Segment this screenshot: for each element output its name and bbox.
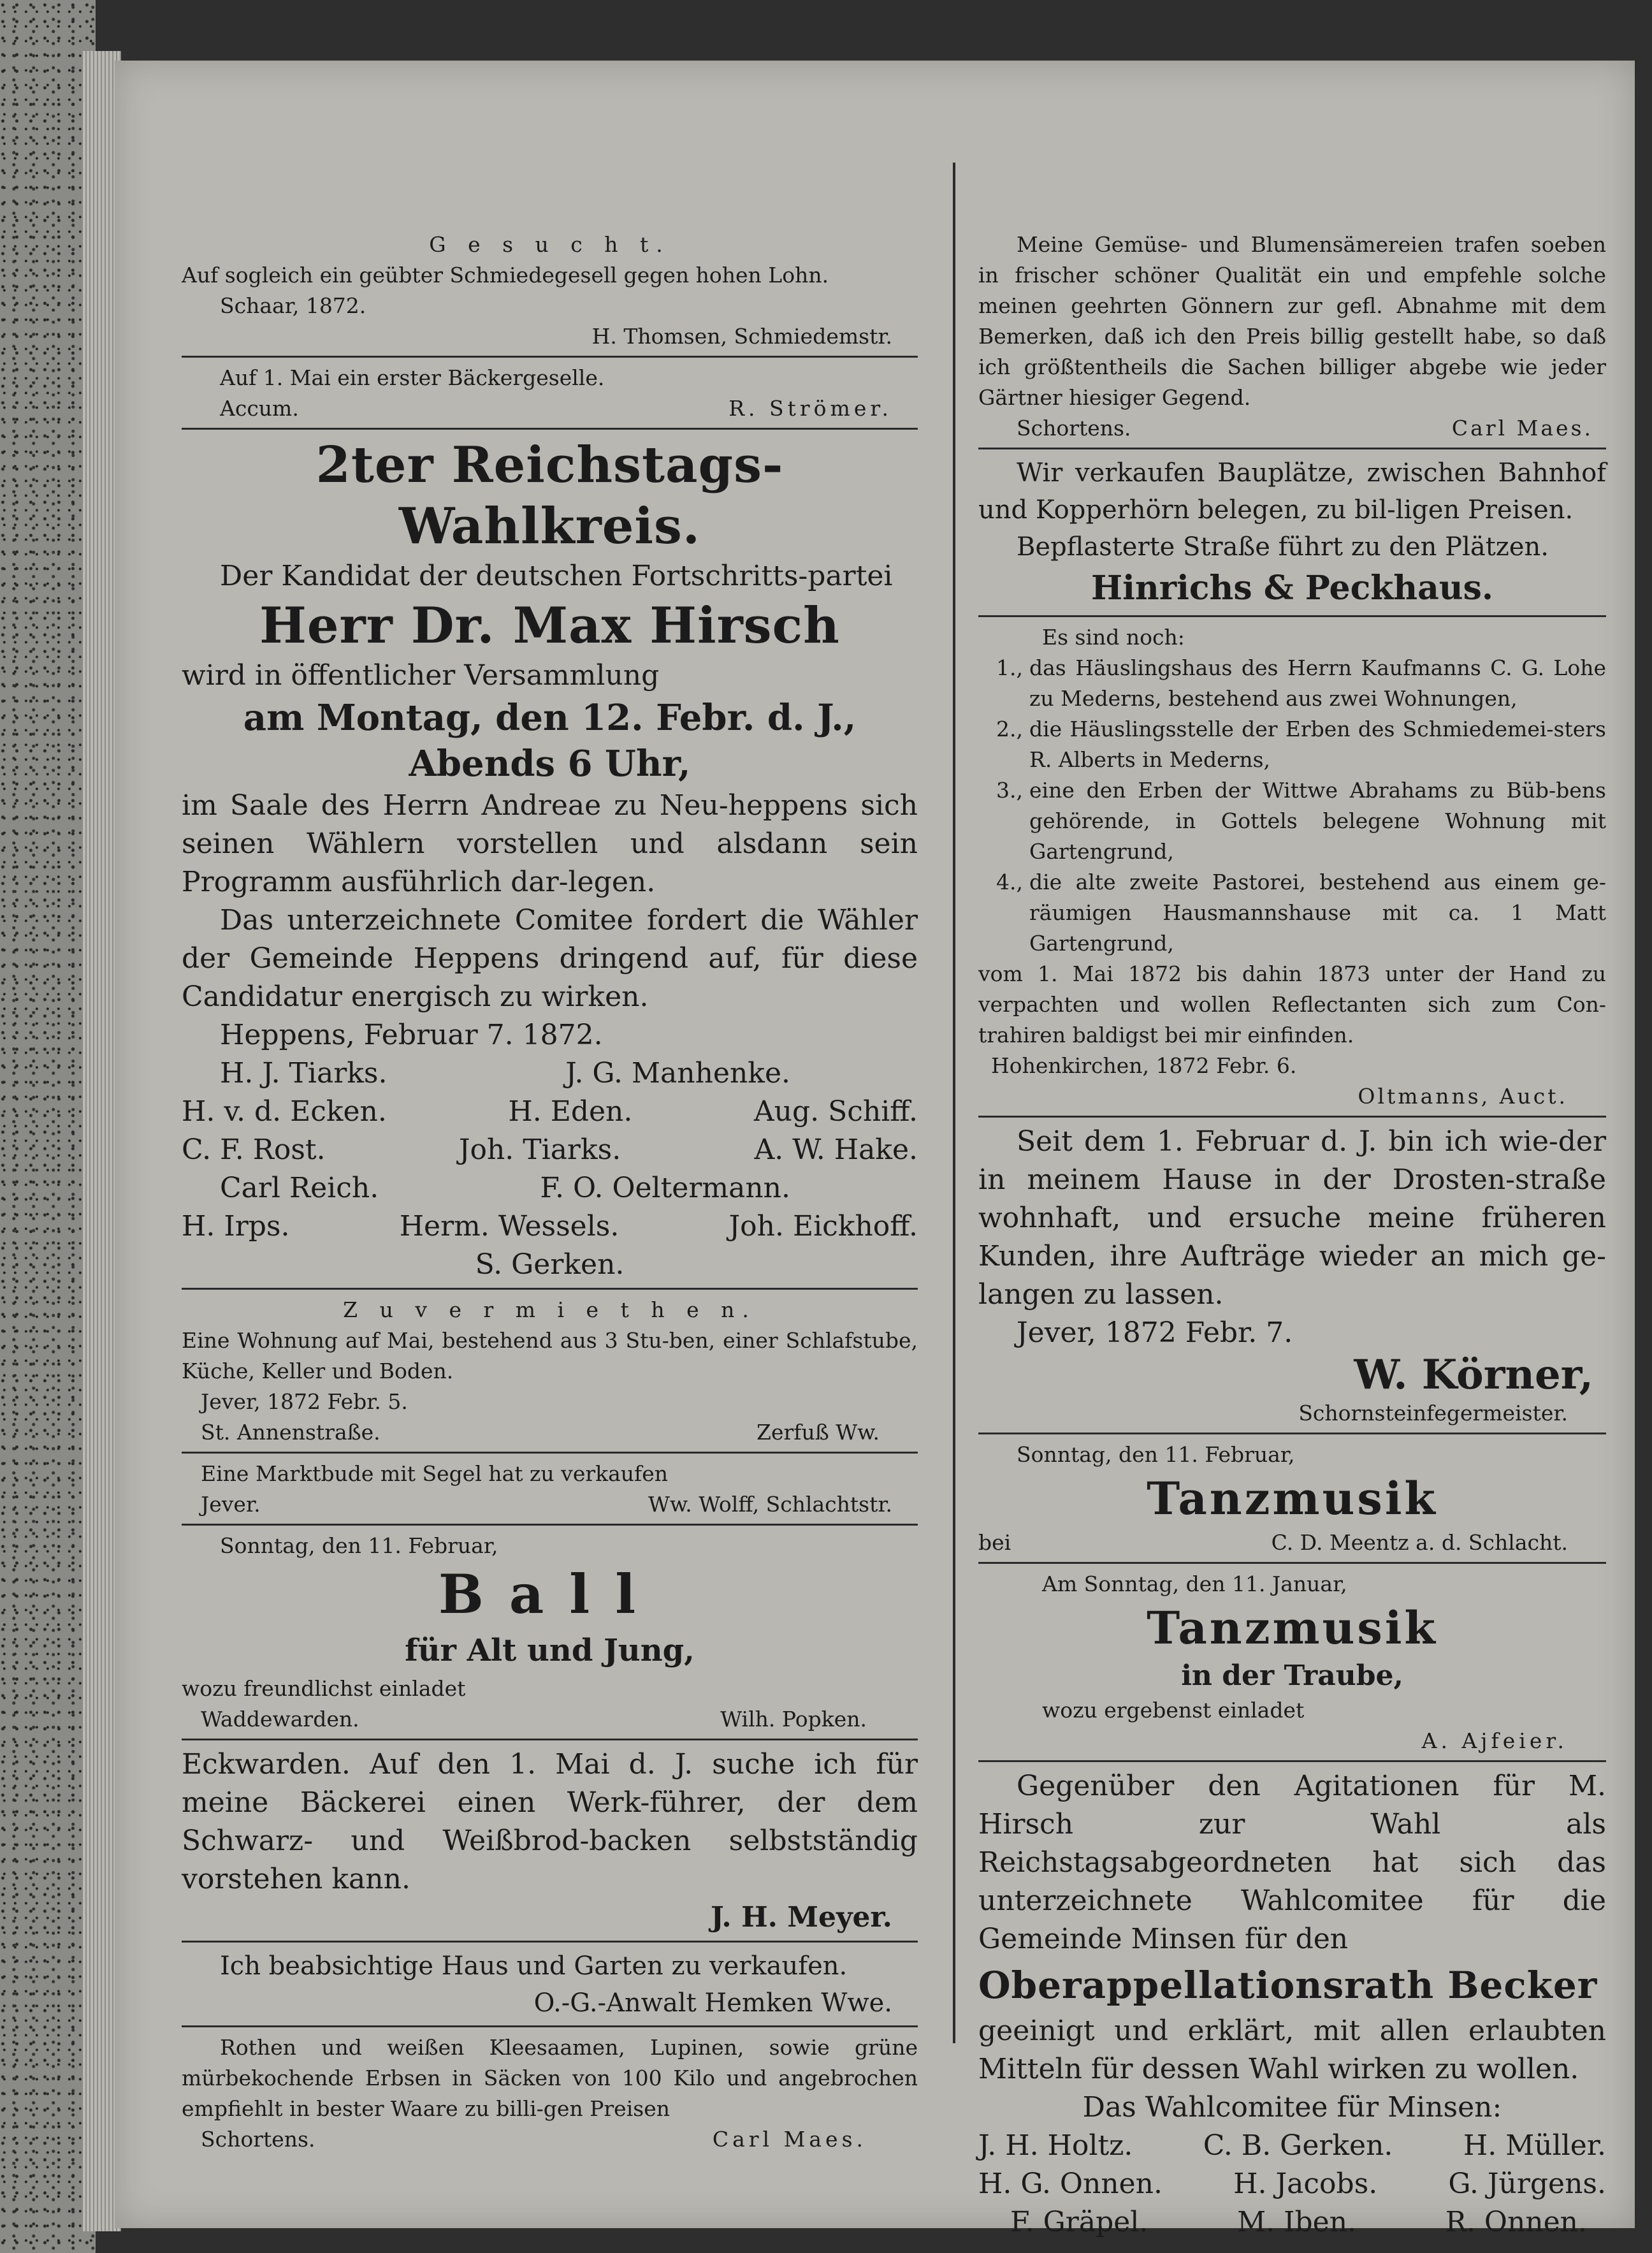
signatory: Carl Reich. [220,1172,379,1204]
rule [978,1760,1606,1762]
ad-signer: Carl Maes. [1451,416,1593,441]
ad-ball [182,1531,918,1735]
candidate-name: Herr Dr. Max Hirsch [259,597,840,655]
ad-text: Rothen und weißen Kleesaamen, Lupinen, sowie grüne mürbekochende Erbsen in Säcken von 100 Kilo und angebrochen empfiehlt in bester Waare zu billi-gen Preisen [182,2035,918,2121]
rule [182,1941,918,1943]
signatory: C. B. Gerken. [1203,2129,1393,2162]
signatory: M. Iben. [1237,2206,1357,2238]
ad-marktbude [182,1459,918,1520]
ad-becker [978,1767,1606,2242]
ad-text: Seit dem 1. Februar d. J. bin ich wie-der in meinem Hause in der Drosten-straße wohnhaft, und ersuche meine früheren Kunden, ihre Aufträge wieder an mich ge-langen zu lassen. [978,1125,1606,1311]
ad-sub: in der Traube, [1181,1659,1403,1692]
signatories [182,1054,918,1284]
ad-bei: bei [978,1530,1011,1555]
list-item: 4., die alte zweite Pastorei, bestehend aus einem ge-räumigen Hausmannshause mit ca. 1 Matt Gartengrund, [996,870,1606,956]
right-column [978,159,1606,2242]
ad-text2: Bepflasterte Straße führt zu den Plätzen. [1017,532,1549,562]
ad-signer: O.-G.-Anwalt Hemken Wwe. [533,1988,892,2018]
ad-place: Jever, 1872 Febr. 7. [1017,1316,1293,1349]
rule [978,1433,1606,1434]
signatory: A. W. Hake. [754,1134,918,1166]
ad-text: Eckwarden. Auf den 1. Mai d. J. suche ich für meine Bäckerei einen Werk-führer, der dem Schwarz- und Weißbrod-backen selbstständig vorstehen kann. [182,1748,918,1895]
signatory: H. Eden. [508,1095,633,1128]
ad-signer: Wilh. Popken. [720,1707,867,1732]
ad-text: Gegenüber den Agitationen für M. Hirsch zur Wahl als Reichstagsabgeordneten hat sich das unterzeichnete Wahlcomitee für die Gemeinde Minsen für den [978,1770,1606,1955]
rule [182,1524,918,1526]
signatory: H. J. Tiarks. [220,1057,388,1090]
signatory: H. Jacobs. [1233,2168,1378,2200]
ad-signer: Ww. Wolff, Schlachtstr. [648,1492,892,1517]
ad-koerner [978,1123,1606,1429]
ad-name: W. Körner, [1354,1351,1593,1399]
ad-time: Abends 6 Uhr, [409,743,691,785]
rule [978,615,1606,617]
rule [182,1739,918,1740]
ad-text: Auf 1. Mai ein erster Bäckergeselle. [220,365,605,390]
ad-place: Jever. [201,1492,261,1517]
ad-signer: Oltmanns, Auct. [1358,1084,1568,1109]
ad-haus [182,1948,918,2022]
ad-signer: J. H. Meyer. [711,1901,892,1934]
ad-title: Schornsteinfegermeister. [1298,1401,1568,1425]
ad-firm: Hinrichs & Peckhaus. [1091,569,1493,608]
column-divider [953,163,955,2043]
list-item: 2., die Häuslingsstelle der Erben des Schmiedemei-sters R. Alberts in Mederns, [996,717,1606,772]
ad-kleesaamen [182,2032,918,2155]
ad-tanzmusik-1 [978,1440,1606,1558]
ad-heading: Z u v e r m i e t h e n. [343,1297,757,1322]
ad-sub: für Alt und Jung, [405,1633,695,1668]
left-column [182,159,918,2155]
ad-text: Ich beabsichtige Haus und Garten zu verkaufen. [220,1951,848,1981]
ad-text: Eine Marktbude mit Segel hat zu verkaufen [201,1461,669,1486]
ad-signer: H. Thomsen, Schmiedemstr. [591,324,892,349]
rule [182,428,918,430]
ad-place: Schaar, 1872. [220,293,366,318]
signatory: Aug. Schiff. [753,1095,918,1128]
ad-signer: Zerfuß Ww. [757,1420,880,1445]
ad-invite: wozu ergebenst einladet [1042,1698,1305,1723]
ad-text: Auf sogleich ein geübter Schmiedegesell gegen hohen Lohn. [182,263,829,288]
ad-place: Schortens. [201,2127,315,2152]
ad-place: Accum. [220,396,299,421]
ad-tail: vom 1. Mai 1872 bis dahin 1873 unter der Hand zu verpachten und wollen Reflectanten sich zum Con-trahiren baldigst bei mir einfinden. [978,961,1606,1047]
ad-street: St. Annenstraße. [201,1420,380,1445]
ad-intro: Der Kandidat der deutschen Fortschritts-partei [220,560,893,592]
ad-body: im Saale des Herrn Andreae zu Neu-heppens sich seinen Wählern vorstellen und alsdann sein Programm ausführlich dar-legen. [182,789,918,898]
rule [182,1452,918,1454]
ad-date: Sonntag, den 11. Februar, [220,1533,498,1558]
ad-text2: geeinigt und erklärt, mit allen erlaubten Mitteln für dessen Wahl wirken zu wollen. [978,2015,1606,2085]
ad-line: wird in öffentlicher Versammlung [182,659,660,692]
list-item: 3., eine den Erben der Wittwe Abrahams zu Büb-bens gehörende, in Gottels belegene Wohnung mit Gartengrund, [996,778,1606,864]
signatory: H. v. d. Ecken. [182,1095,387,1128]
ad-title: Ball [438,1563,662,1626]
signatory: F. O. Oeltermann. [540,1172,790,1204]
ad-gesucht [182,230,918,352]
signatory: Herm. Wessels. [399,1210,620,1243]
rule [182,1288,918,1290]
ad-body2: Das unterzeichnete Comitee fordert die Wähler der Gemeinde Heppens dringend auf, für diese Candidatur energisch zu wirken. [182,904,918,1013]
ad-heading: G e s u c h t. [429,232,670,257]
signatory: H. Irps. [182,1210,290,1243]
ad-text: Wir verkaufen Bauplätze, zwischen Bahnhof und Kopperhörn belegen, zu bil-ligen Preisen. [978,458,1606,525]
signatory: J. G. Manhenke. [565,1057,790,1090]
signatory: J. H. Holtz. [978,2129,1133,2162]
ad-bauplaetze [978,455,1606,611]
ad-vermiethen [182,1295,918,1448]
page-edge [0,0,96,2253]
ad-date: Am Sonntag, den 11. Januar, [1042,1571,1347,1596]
ad-text: Meine Gemüse- und Blumensämereien trafen soeben in frischer schöner Qualität ein und empfehle solche meinen geehrten Gönnern zur gefl. Abnahme mit dem Bemerken, daß ich den Preis billig gestellt habe, so daß ich größtentheils die Sachen billiger abgebe wie jeder Gärtner hiesiger Gegend. [978,232,1606,410]
ad-date: am Montag, den 12. Febr. d. J., [243,697,857,739]
signatory: C. F. Rost. [182,1134,326,1166]
ad-noch [978,622,1606,1112]
rule [978,1116,1606,1118]
ad-place: Jever, 1872 Febr. 5. [201,1389,408,1414]
signatory: H. G. Onnen. [978,2168,1163,2200]
ad-heading: Es sind noch: [1042,625,1185,650]
signatory: G. Jürgens. [1448,2168,1606,2200]
ad-baecker [182,363,918,424]
signatory: F. Gräpel. [1010,2206,1148,2238]
signatory: R. Onnen. [1445,2206,1587,2238]
ad-saemereien [978,230,1606,444]
rule [182,356,918,358]
ad-signer: R. Strömer. [728,396,892,421]
ad-title: 2ter Reichstags-Wahlkreis. [315,436,784,555]
signatory: Joh. Tiarks. [458,1134,621,1166]
rule [182,2025,918,2027]
ad-signer: A. Ajfeier. [1421,1728,1568,1753]
signatory: Joh. Eickhoff. [728,1210,918,1243]
ad-place: Schortens. [1017,416,1131,441]
ad-title: Tanzmusik [1147,1601,1438,1654]
signatory: H. Müller. [1463,2129,1606,2162]
list-item: 1., das Häuslingshaus des Herrn Kaufmanns C. G. Lohe zu Mederns, bestehend aus zwei Wohnungen, [996,655,1606,711]
ad-name: Oberappellationsrath Becker [978,1964,1598,2007]
ad-dateline: Heppens, Februar 7. 1872. [220,1019,603,1051]
ad-host: C. D. Meentz a. d. Schlacht. [1271,1530,1568,1555]
ad-tanzmusik-2 [978,1569,1606,1756]
signatory: S. Gerken. [475,1248,625,1281]
ad-wahlkreis [182,435,918,1284]
rule [978,448,1606,449]
ad-werkfuehrer [182,1746,918,1937]
ad-text: Eine Wohnung auf Mai, bestehend aus 3 Stu-ben, einer Schlafstube, Küche, Keller und Boden. [182,1328,918,1383]
ad-signer: Carl Maes. [712,2127,867,2152]
ad-invite: wozu freundlichst einladet [182,1676,466,1701]
ad-place: Hohenkirchen, 1872 Febr. 6. [991,1053,1297,1078]
ad-title: Tanzmusik [1147,1472,1438,1525]
signatories [978,2127,1606,2242]
ad-date: Sonntag, den 11. Februar, [1017,1442,1295,1467]
ad-place: Waddewarden. [201,1707,359,1732]
rule [978,1562,1606,1564]
ad-committee: Das Wahlcomitee für Minsen: [1082,2091,1502,2124]
